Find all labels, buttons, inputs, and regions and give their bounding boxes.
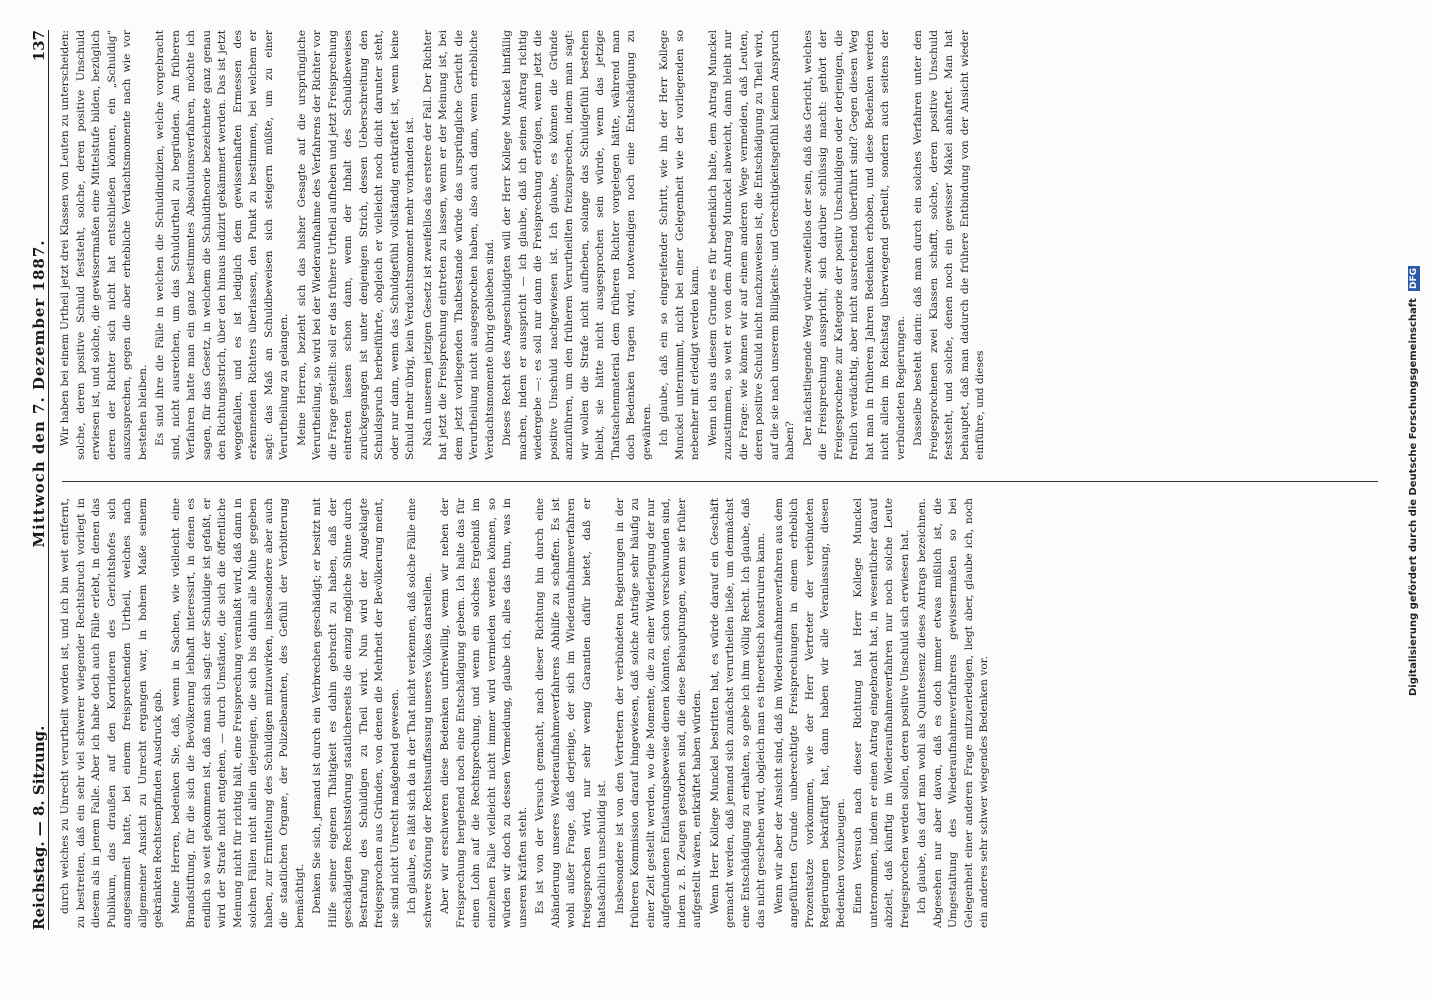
paragraph: Dasselbe besteht darin: daß man durch ein solches Verfahren unter den Freigesprochenen zwei Klassen schafft, solche, deren positive Unschuld feststeht, und solche, denen noch ein gewisser Makel anhaftet. Man hat behauptet, daß man dadurch die frühere Entbindung von der Ansicht wieder einführe, und dieses <box>912 30 986 460</box>
paragraph: Ich glaube, das darf man wohl als Quintessenz dieses Antrags bezeichnen. Abgesehen nur aber davon, daß es doch immer etwas mißlich ist, die Umgestaltung des Wiederaufnahmeverfahrens gewissermaßen so bei Gelegenheit einer anderen Frage mitzuerledigen, liegt aber, glaube ich, noch ein anderes sehr schwer wiegendes Bedenken vor. <box>916 498 990 928</box>
paragraph: durch welches zu Unrecht verurtheilt worden ist, und ich bin weit entfernt, zu bestreiten, daß ein sehr viel schwerer wiegender Rechtsbruch vorliegt in diesem als in jenem Falle. Aber ich habe doch auch Fälle erlebt, in denen das Publikum, das draußen auf den Korridoren des Gerichtshofes sich angesammelt hatte, bei einem freisprechenden Urtheil, welches nach allgemeiner Ansicht zu Unrecht ergangen war, in hohem Maße seinem gekränkten Rechtsempfinden Ausdruck gab. <box>59 498 164 928</box>
paragraph: Wenn ich aus diesem Grunde es für bedenklich halte, dem Antrag Munckel zuzustimmen, so weit er von dem Antrag Munckel abweicht, dann bleibt nur die Frage: wie können wir auf einem anderen Wege vermeiden, daß Leuten, deren positive Schuld nicht nachzuweisen ist, die Entschädigung zu Theil wird, auf die sie nach unserem Billigkeits- und Gerechtigkeitsgefühl keinen Anspruch haben? <box>706 30 796 460</box>
column-divider <box>62 481 1378 482</box>
paragraph: Dieses Recht des Angeschuldigten will der Herr Kollege Munckel hinfällig machen, indem er ausspricht — ich glaube, daß ich seinen Antrag richtig wiedergebe —: es soll nur dann die Freisprechung erfolgen, wenn jetzt die positive Unschuld nachgewiesen ist. Ich glaube, es können die Gründe anzuführen, um den früheren Verurtheilten freizusprechen, indem man sagt: wir wollen die Strafe nicht aufheben, solange das Schuldgefühl bestehen bleibt, sie hätte nicht ausgesprochen sein würde, wenn das jetzige Thatsachenmaterial dem früheren Richter vorgelegen hätte, während man doch Bedenken tragen wird, notwendigen noch eine Entschädigung zu gewähren. <box>501 30 653 460</box>
left-column <box>58 498 1382 928</box>
paragraph: Wenn Herr Kollege Munckel bestritten hat, es würde darauf ein Geschäft gemacht werden, daß jemand sich zunächst verurtheilen ließe, um demnächst eine Entschädigung zu erhalten, so gebe ich ihm völlig Recht. Ich glaube, daß das nicht geschehen wird, obgleich man es theoretisch konstruiren kann. <box>708 498 767 928</box>
paragraph: Der nächstliegende Weg würde zweifellos der sein, daß das Gericht, welches die Freisprechung ausspricht, sich darüber schlüssig macht: gehört der Freigesprochene zur Kategorie der positiv Unschuldigen oder derjenigen, die freilich verdächtig, aber nicht ausreichend überführt sind? Gegen diesen Weg hat man in früheren Jahren Bedenken erhoben, und diese Bedenken werden nicht allein im Reichstag überwiegend getheilt, sondern auch seitens der verbündeten Regierungen. <box>801 30 907 460</box>
paragraph: Aber wir erschweren diese Bedenken unfreiwillig, wenn wir neben der Freisprechung hergehend noch eine Entschädigung gebem. Ich halte das für einen Lohn auf die Rechtsprechung, und wenn ein solches Ergebniß im einzelnen Falle vielleicht nicht immer wird vermieden werden können, so würden wir doch zu dessen Vermeidung, glaube ich, alles das thun, was in unseren Kräften steht. <box>439 498 529 928</box>
sidebar-credit <box>1408 6 1420 696</box>
paragraph: Denken Sie sich, jemand ist durch ein Verbrechen geschädigt; er besitzt mit Hilfe seiner eigenen Thätigkeit es dahin gebracht zu haben, daß der geschädigten Rechtsstörung staatlicherseits die einzig mögliche Sühne durch Bestrafung des Schuldigen zu Theil wird. Nun wird der Angeklagte freigesprochen aus Gründen, von denen die Mehrheit der Bevölkerung meint, sie sind nicht Unrecht maßgebend gewesen. <box>311 498 401 928</box>
paragraph: Wenn wir aber der Ansicht sind, daß im Wiederaufnahmeverfahren aus dem angeführten Grunde unberechtigte Freisprechungen in einem erheblich Prozentsatze vorkommen, wie der Herr Vertreter der verbündeten Regierungen bekräftigt hat, dann haben wir alle Veranlassung, diesen Bedenken vorzubeugen. <box>772 498 847 928</box>
paragraph: Einen Versuch nach dieser Richtung hat Herr Kollege Munckel unternommen, indem er einen Antrag eingebracht hat, in wesentlicher darauf abzielt, daß künftig im Wiederaufnahmeverfahren nur noch solche Leute freigesprochen werden sollen, deren positive Unschuld sich erwiesen hat. <box>852 498 911 928</box>
paragraph: Meine Herren, bezieht sich das bisher Gesagte auf die ursprüngliche Verurtheilung, so wird bei der Wiederaufnahme des Verfahrens der Richter vor die Frage gestellt: soll er das frühere Urtheil aufheben und jetzt Freisprechung eintreten lassen schon dann, wenn der Inhalt des Schuldbeweises zurückgegangen ist unter denjenigen Strich, dessen Ueberschreitung den Schuldspruch herbeiführte, obgleich er vielleicht noch dicht darunter steht, oder nur dann, wenn das Schuldgefühl vollständig entkräftet ist, wenn keine Schuld mehr übrig, kein Verdachtsmoment mehr vorhanden ist. <box>295 30 416 460</box>
paragraph: Meine Herren, bedenken Sie, daß, wenn in Sachen, wie vielleicht eine Brandstiftung, für die sich die Bevölkerung lebhaft interessirt, in denen es endlich so weit gekommen ist, daß man sich sagt: der Schuldige ist gefaßt, er wird der Strafe nicht entgehen, — durch Umstände, die sich die öffentliche Meinung nicht für richtig hält, eine Freisprechung veranlaßt wird, daß dann in solchen Fällen nicht allein diejenigen, die sich bis dahin alle Mühe gegeben haben, zur Ermittelung des Schuldigen mitzuwirken, insbesondere aber auch die staatlichen Organe, der Polizeibeamten, des Gefühl der Verbitterung bemächtigt. <box>169 498 306 928</box>
sidebar-credit-text: Digitalisierung gefördert durch die Deutsche Forschungsgemeinschaft <box>1408 298 1419 696</box>
page-header <box>24 30 49 930</box>
header-left: Reichstag. — 8. Sitzung. <box>30 725 48 930</box>
document-body <box>2 0 1402 960</box>
right-column <box>58 30 1382 460</box>
header-date: Mittwoch den 7. Dezember 1887. <box>30 239 48 548</box>
paragraph: Es ist von der Versuch gemacht, nach dieser Richtung hin durch eine Abänderung unseres Wiederaufnahmeverfahrens Abhilfe zu schaffen. Es ist wohl außer Frage, daß derjenige, der sich im Wiederaufnahmeverfahren freigesprochen wird, nur sehr wenig Garantien dafür bietet, daß er thatsächlich unschuldig ist. <box>534 498 608 928</box>
digitization-sidebar <box>1408 6 1426 706</box>
rotated-document <box>2 0 1402 960</box>
paragraph: Insbesondere ist von den Vertretern der verbündeten Regierungen in der früheren Kommission darauf hingewiesen, daß solche Anträge sehr häufig zu einer Zeit gestellt werden, wo die Momente, die zu einer Widerlegung der nur aufgefundenen Entlastungsbeweise dienen könnten, schon verschwunden sind, indem z. B. Zeugen gestorben sind, die diese Behauptungen, wenn sie früher aufgestellt wären, entkräftet haben würden. <box>613 498 703 928</box>
page-number: 137 <box>30 30 48 62</box>
paragraph: Es sind ihre die Fälle in welchen die Schuldindizien, welche vorgebracht sind, nicht ausreichen, um das Schuldurtheil zu begründen. Am früheren Verfahren hatte man ein ganz bestimmtes Absolutionsverfahren, möchte ich sagen, für das Gesetz, in welchem die Schuldtheorie bezeichnete ganz genau den Richtungsstrich, über den hinaus indizirt gekämmert werden. Das ist jetzt weggefallen, und es ist lediglich dem gewissenhaften Ermessen des erkennenden Richters überlassen, den Punkt zu bestimmen, bei welchem er sagt: das Maß an Schuldbeweisen sich steigern müßte, um zu einer Verurtheilung zu gelangen. <box>154 30 290 460</box>
paragraph: Ich glaube, es läßt sich da in der That nicht verkennen, daß solche Fälle eine schwere Störung der Rechtsauffassung unseres Volkes darstellen. <box>406 498 434 928</box>
paragraph: Nach unserem jetzigen Gesetz ist zweifellos das erstere der Fall. Der Richter hat jetzt die Freisprechung eintreten zu lassen, wenn er der Meinung ist, bei dem jetzt vorliegenden Thatbestande würde das ursprüngliche Gericht die Verurtheilung nicht ausgesprochen haben, also auch dann, wenn erhebliche Verdachtsmomente übrig geblieben sind. <box>421 30 496 460</box>
paragraph: Wir haben bei einem Urtheil jetzt drei Klassen von Leuten zu unterscheiden: solche, deren positive Schuld feststeht, solche, deren positive Unschuld erwiesen ist, und solche, die gewissermaßen eine Mittelstufe bilden, bezüglich deren der Richter sich nicht hat entschließen können, ein „Schuldig“ auszusprechen, gegen die aber erhebliche Verdachtsmomente nach wie vor bestehen bleiben. <box>59 30 149 460</box>
dfg-logo: DFG <box>1409 267 1419 289</box>
paragraph: Ich glaube, daß ein so eingreifender Schritt, wie ihn der Herr Kollege Munckel unternimmt, nicht bei einer Gelegenheit wie der vorliegenden so nebenher mit erledigt werden kann. <box>658 30 701 460</box>
